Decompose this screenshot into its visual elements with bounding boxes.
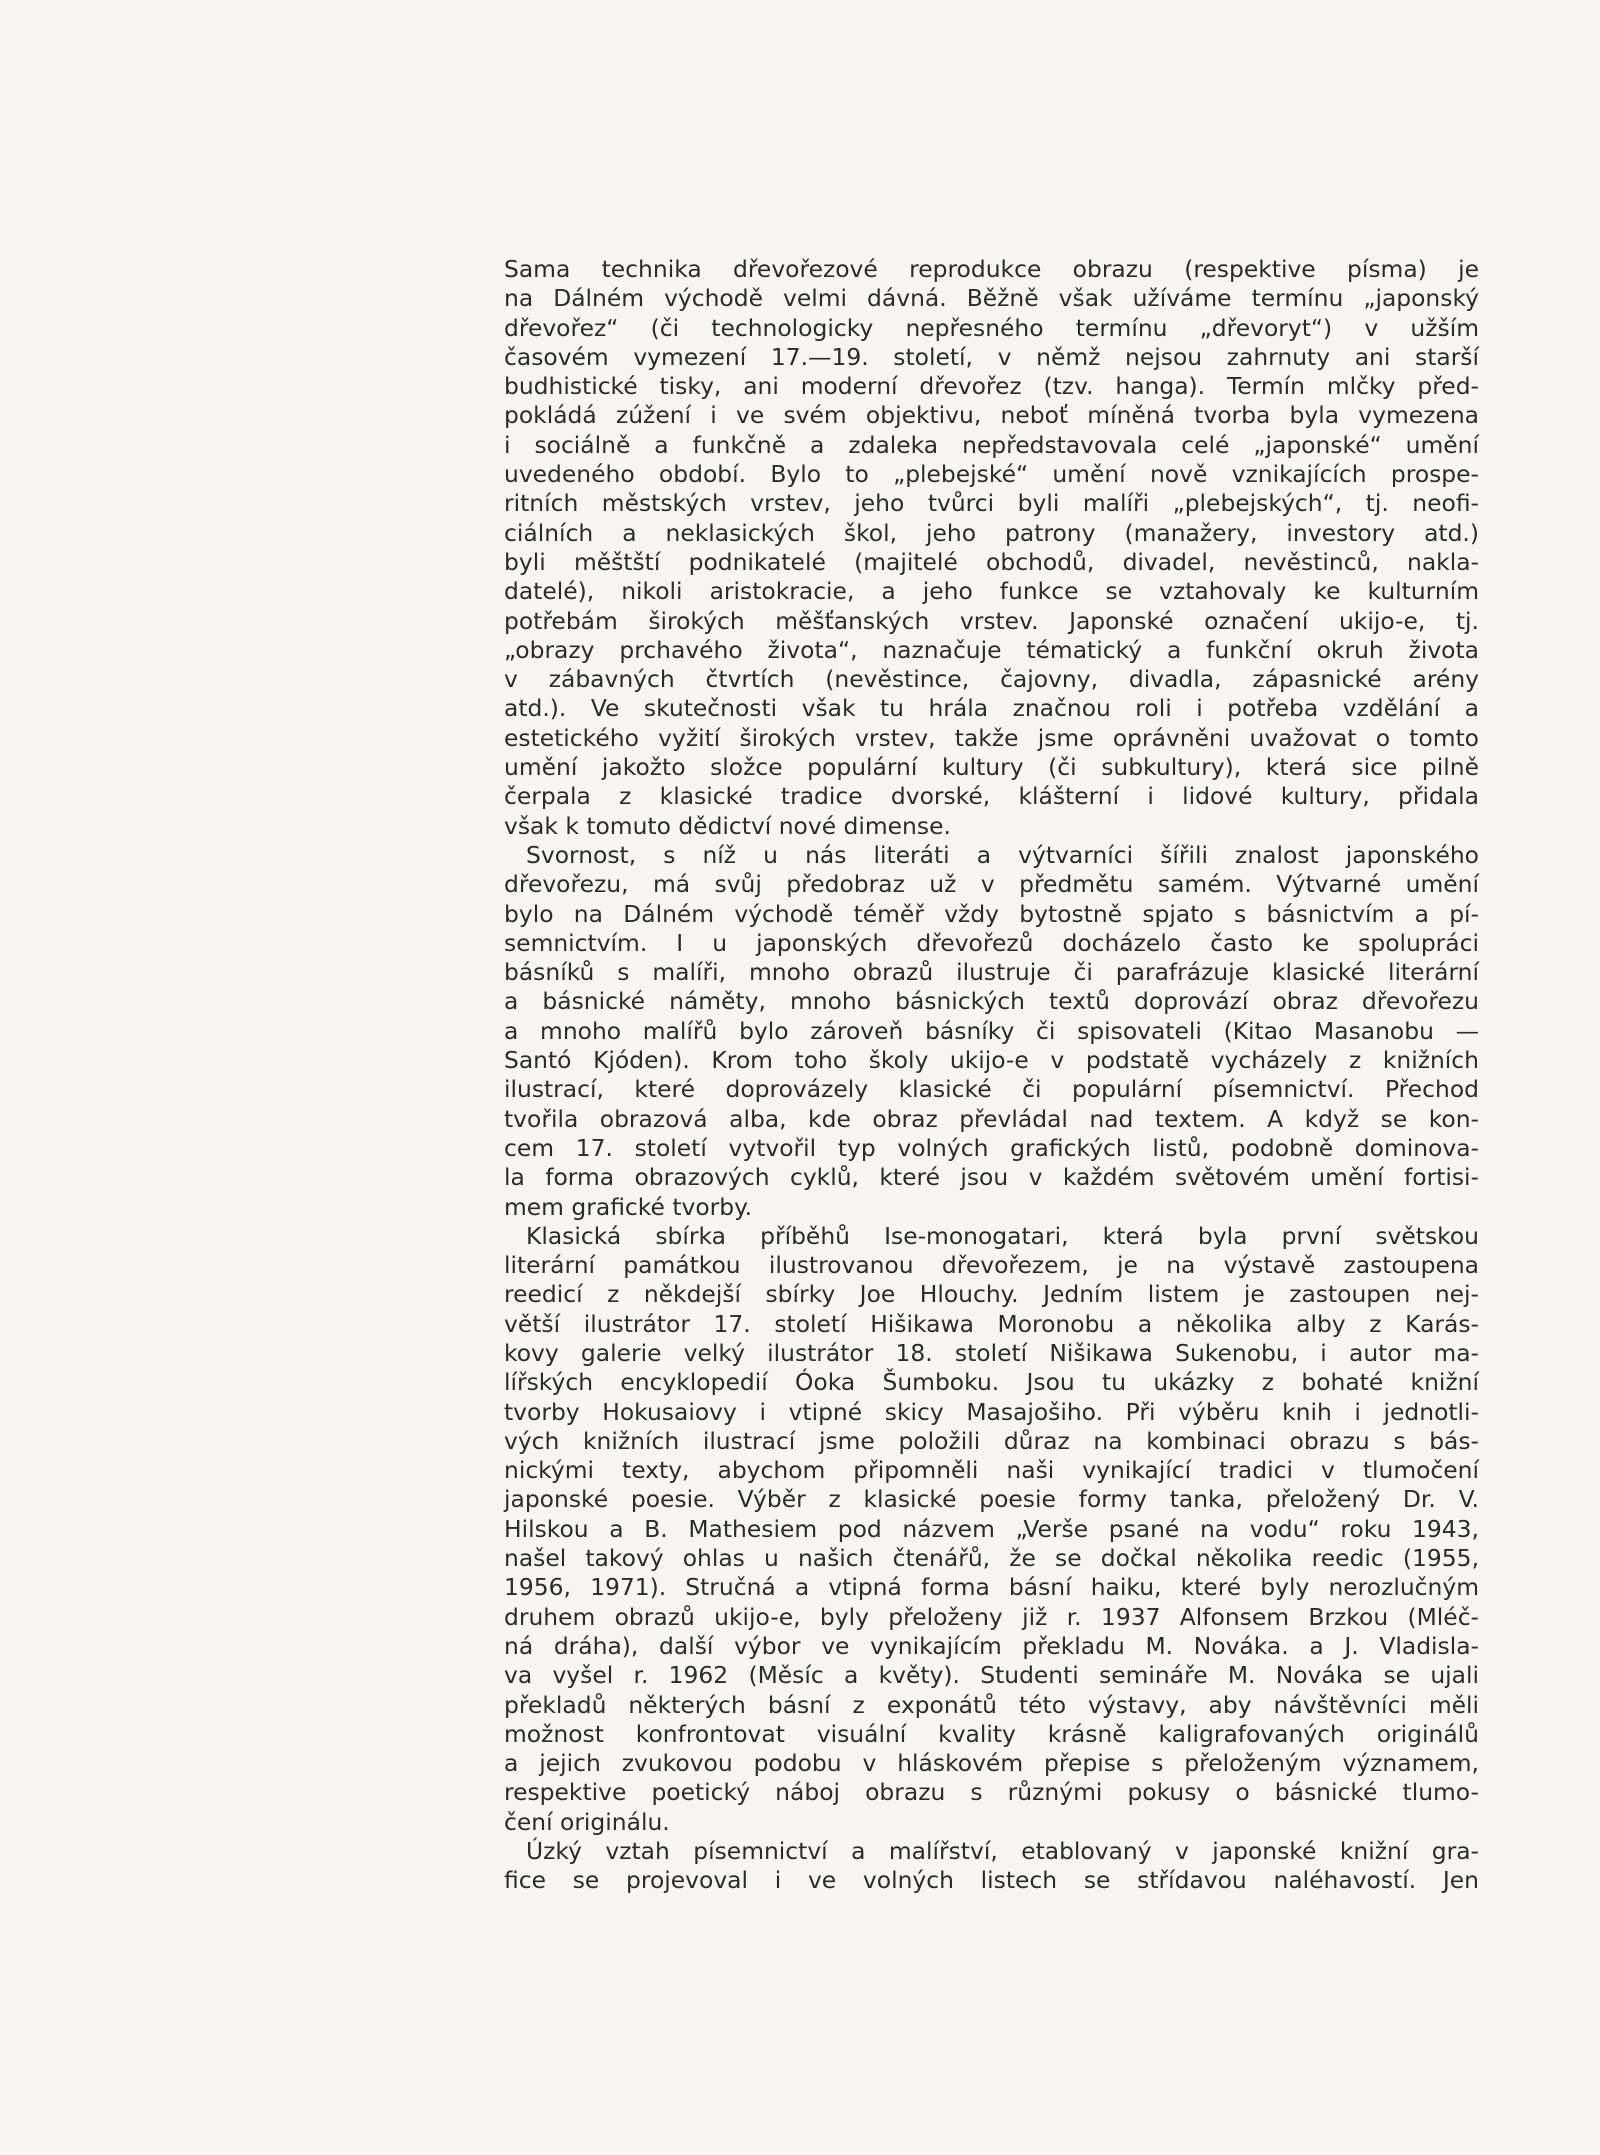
text-line: možnost konfrontovat visuální kvality krásně kaligrafovaných originálů	[504, 1719, 1479, 1748]
text-line: va vyšel r. 1962 (Měsíc a květy). Studenti semináře M. Nováka se ujali	[504, 1661, 1479, 1690]
text-line: respektive poetický náboj obrazu s různými pokusy o básnické tlumo-	[504, 1778, 1479, 1807]
text-line: estetického vyžití širokých vrstev, takže jsme oprávněni uvažovat o tomto	[504, 723, 1479, 752]
text-line: Klasická sbírka příběhů Ise-monogatari, která byla první světskou	[526, 1221, 1479, 1250]
text-line: lířských encyklopedií Óoka Šumboku. Jsou tu ukázky z bohaté knižní	[504, 1368, 1479, 1397]
text-line: a jejich zvukovou podobu v hláskovém přepise s přeloženým významem,	[504, 1749, 1479, 1778]
text-line: pokládá zúžení i ve svém objektivu, neboť míněná tvorba byla vymezena	[504, 401, 1479, 430]
text-line: a básnické náměty, mnoho básnických textů doprovází obraz dřevořezu	[504, 987, 1479, 1016]
text-line: a mnoho malířů bylo zároveň básníky či spisovateli (Kitao Masanobu —	[504, 1016, 1479, 1045]
text-line: la forma obrazových cyklů, které jsou v každém světovém umění fortisi-	[504, 1163, 1479, 1192]
text-line: dřevořez“ (či technologicky nepřesného termínu „dřevoryt“) v užším	[504, 313, 1479, 342]
text-line: mem grafické tvorby.	[504, 1192, 753, 1221]
text-line: japonské poesie. Výběr z klasické poesie formy tanka, přeložený Dr. V.	[504, 1485, 1479, 1514]
text-line: bylo na Dálném východě téměř vždy bytostně spjato s básnictvím a pí-	[504, 899, 1479, 928]
text-line: literární památkou ilustrovanou dřevořezem, je na výstavě zastoupena	[504, 1251, 1479, 1280]
text-line: tvořila obrazová alba, kde obraz převládal nad textem. A když se kon-	[504, 1104, 1479, 1133]
text-line: uvedeného období. Bylo to „plebejské“ umění nově vznikajících prospe-	[504, 460, 1479, 489]
text-line: vých knižních ilustrací jsme položili důraz na kombinaci obrazu s bás-	[504, 1426, 1479, 1455]
text-line: ná dráha), další výbor ve vynikajícím překladu M. Nováka. a J. Vladisla-	[504, 1631, 1479, 1660]
text-line: budhistické tisky, ani moderní dřevořez (tzv. hanga). Termín mlčky před-	[504, 372, 1479, 401]
text-line: tvorby Hokusaiovy i vtipné skicy Masajošiho. Při výběru knih i jednotli-	[504, 1397, 1479, 1426]
text-line: ciálních a neklasických škol, jeho patrony (manažery, investory atd.)	[504, 518, 1479, 547]
text-line: Úzký vztah písemnictví a malířství, etablovaný v japonské knižní gra-	[526, 1837, 1479, 1866]
text-line: čerpala z klasické tradice dvorské, klášterní i lidové kultury, přidala	[504, 782, 1479, 811]
text-line: však k tomuto dědictví nové dimense.	[504, 811, 951, 840]
text-line: datelé), nikoli aristokracie, a jeho funkce se vztahovaly ke kulturním	[504, 577, 1479, 606]
text-line: v zábavných čtvrtích (nevěstince, čajovny, divadla, zápasnické arény	[504, 665, 1479, 694]
text-line: Sama technika dřevořezové reprodukce obrazu (respektive písma) je	[504, 255, 1479, 283]
text-line: umění jakožto složce populární kultury (či subkultury), která sice pilně	[504, 753, 1479, 782]
body-text	[504, 255, 1479, 1896]
text-line: fice se projevoval i ve volných listech se střídavou naléhavostí. Jen	[504, 1866, 1479, 1895]
text-line: básníků s malíři, mnoho obrazů ilustruje či parafrázuje klasické literární	[504, 958, 1479, 987]
text-line: „obrazy prchavého života“, naznačuje tématický a funkční okruh života	[504, 635, 1479, 664]
text-line: i sociálně a funkčně a zdaleka nepředstavovala celé „japonské“ umění	[504, 430, 1479, 459]
text-line: druhem obrazů ukijo-e, byly přeloženy již r. 1937 Alfonsem Brzkou (Mléč-	[504, 1602, 1479, 1631]
text-line: 1956, 1971). Stručná a vtipná forma básní haiku, které byly nerozlučným	[504, 1573, 1479, 1602]
text-line: čení originálu.	[504, 1807, 670, 1836]
text-line: byli měštští podnikatelé (majitelé obchodů, divadel, nevěstinců, nakla-	[504, 547, 1479, 576]
text-line: cem 17. století vytvořil typ volných grafických listů, podobně dominova-	[504, 1133, 1479, 1162]
text-line: nickými texty, abychom připomněli naši vynikající tradici v tlumočení	[504, 1456, 1479, 1485]
text-line: překladů některých básní z exponátů této výstavy, aby návštěvníci měli	[504, 1690, 1479, 1719]
text-line: potřebám širokých měšťanských vrstev. Japonské označení ukijo-e, tj.	[504, 606, 1479, 635]
text-line: větší ilustrátor 17. století Hišikawa Moronobu a několika alby z Karás-	[504, 1309, 1479, 1338]
text-line: na Dálném východě velmi dávná. Běžně však užíváme termínu „japonský	[504, 284, 1479, 313]
text-line: ritních městských vrstev, jeho tvůrci byli malíři „plebejských“, tj. neofi-	[504, 489, 1479, 518]
text-line: atd.). Ve skutečnosti však tu hrála značnou roli i potřeba vzdělání a	[504, 694, 1479, 723]
text-line: našel takový ohlas u našich čtenářů, že se dočkal několika reedic (1955,	[504, 1544, 1479, 1573]
text-line: Svornost, s níž u nás literáti a výtvarníci šířili znalost japonského	[526, 840, 1479, 869]
text-line: dřevořezu, má svůj předobraz už v předmětu samém. Výtvarné umění	[504, 870, 1479, 899]
text-line: kovy galerie velký ilustrátor 18. století Nišikawa Sukenobu, i autor ma-	[504, 1338, 1479, 1367]
text-line: reedicí z někdejší sbírky Joe Hlouchy. Jedním listem je zastoupen nej-	[504, 1280, 1479, 1309]
text-line: semnictvím. I u japonských dřevořezů docházelo často ke spolupráci	[504, 928, 1479, 957]
text-line: Santó Kjóden). Krom toho školy ukijo-e v podstatě vycházely z knižních	[504, 1046, 1479, 1075]
text-line: Hilskou a B. Mathesiem pod názvem „Verše psané na vodu“ roku 1943,	[504, 1514, 1479, 1543]
text-line: časovém vymezení 17.—19. století, v němž nejsou zahrnuty ani starší	[504, 342, 1479, 371]
text-line: ilustrací, které doprovázely klasické či populární písemnictví. Přechod	[504, 1075, 1479, 1104]
